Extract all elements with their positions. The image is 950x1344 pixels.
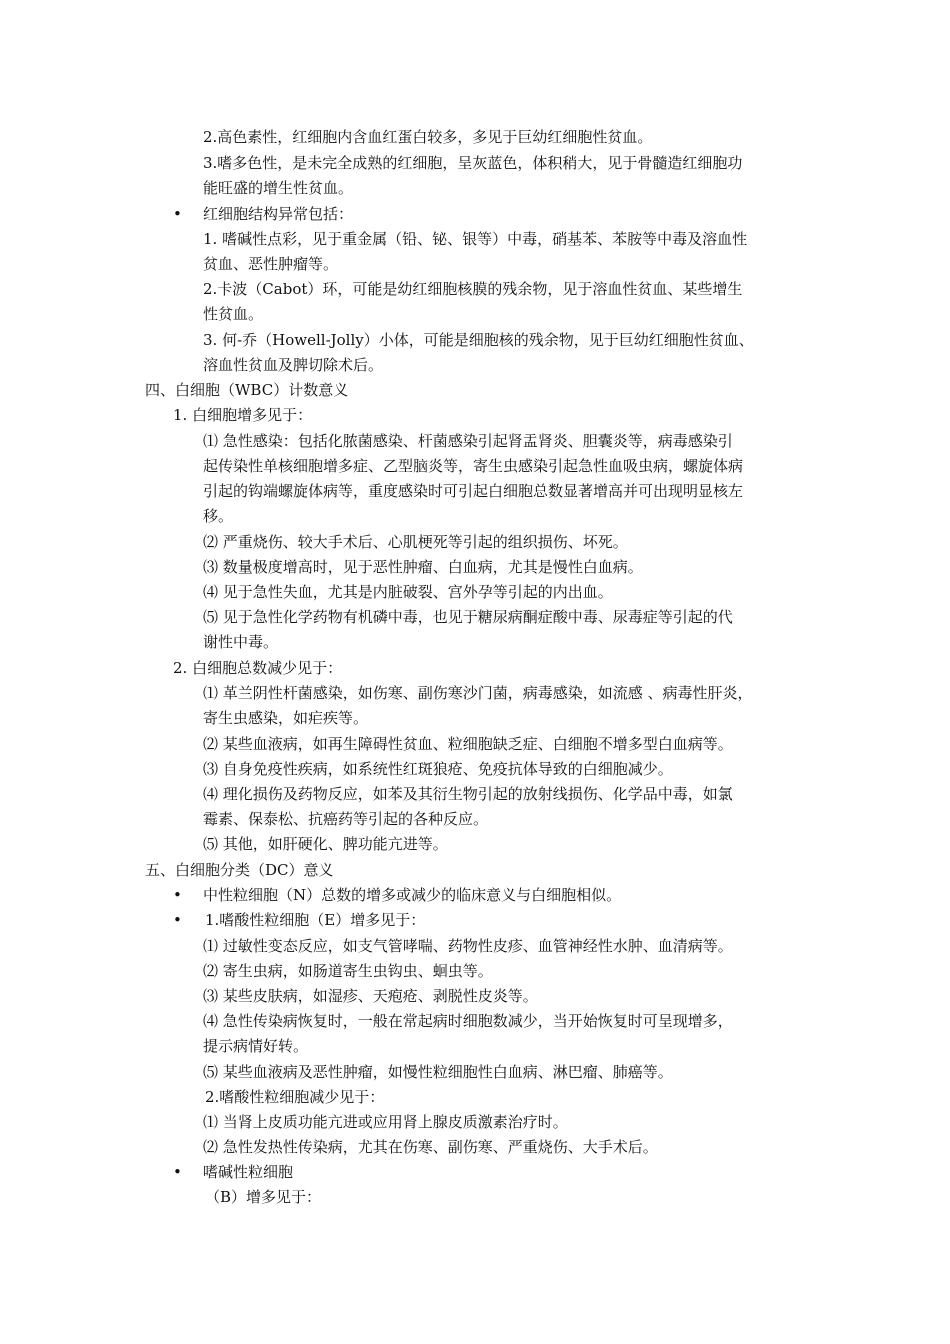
section-heading: 五、白细胞分类（DC）意义 [145, 861, 334, 879]
list-item: 1.嗜酸性粒细胞（E）增多见于： [205, 911, 426, 929]
text-line: ⑴ 急性感染：包括化脓菌感染、杆菌感染引起肾盂肾炎、胆囊炎等，病毒感染引 [203, 432, 733, 450]
bullet-icon: • [173, 911, 182, 929]
text-line: 3.嗜多色性，是未完全成熟的红细胞，呈灰蓝色，体积稍大，见于骨髓造红细胞功 [203, 154, 743, 172]
text-line: ⑷ 理化损伤及药物反应，如苯及其衍生物引起的放射线损伤、化学品中毒，如氯 [203, 785, 733, 803]
bullet-icon: • [173, 886, 182, 904]
text-line: ⑵ 寄生虫病，如肠道寄生虫钩虫、蛔虫等。 [203, 962, 493, 980]
text-line: ⑸ 某些血液病及恶性肿瘤，如慢性粒细胞性白血病、淋巴瘤、肺癌等。 [203, 1063, 673, 1081]
text-line: ⑴ 当肾上皮质功能亢进或应用肾上腺皮质激素治疗时。 [203, 1113, 568, 1131]
text-line: ⑸ 见于急性化学药物有机磷中毒，也见于糖尿病酮症酸中毒、尿毒症等引起的代 [203, 608, 733, 626]
text-line: ⑶ 数量极度增高时，见于恶性肿瘤、白血病，尤其是慢性白血病。 [203, 558, 643, 576]
text-line: 1. 嗜碱性点彩，见于重金属（铅、铋、银等）中毒，硝基苯、苯胺等中毒及溶血性 [203, 230, 748, 248]
text-line: 性贫血。 [203, 305, 264, 323]
list-item: 中性粒细胞（N）总数的增多或减少的临床意义与白细胞相似。 [203, 886, 622, 904]
bullet-icon: • [173, 205, 182, 223]
text-line: ⑵ 急性发热性传染病，尤其在伤寒、副伤寒、严重烧伤、大手术后。 [203, 1138, 658, 1156]
subsection-heading: 1. 白细胞增多见于： [173, 406, 313, 424]
text-line: ⑶ 自身免疫性疾病，如系统性红斑狼疮、免疫抗体导致的白细胞减少。 [203, 760, 673, 778]
text-line: 霉素、保泰松、抗癌药等引起的各种反应。 [203, 810, 489, 828]
text-line: ⑵ 严重烧伤、较大手术后、心肌梗死等引起的组织损伤、坏死。 [203, 533, 628, 551]
list-item: 红细胞结构异常包括： [203, 205, 354, 223]
text-line: ⑵ 某些血液病，如再生障碍性贫血、粒细胞缺乏症、白细胞不增多型白血病等。 [203, 735, 733, 753]
text-line: ⑴ 革兰阴性杆菌感染，如伤寒、副伤寒沙门菌，病毒感染，如流感 、病毒性肝炎， [203, 684, 753, 702]
text-line: 3. 何-乔（Howell-Jolly）小体，可能是细胞核的残余物，见于巨幼红细胞性贫血、 [203, 331, 754, 349]
subsection-heading: 2.嗜酸性粒细胞减少见于： [205, 1088, 385, 1106]
text-line: 能旺盛的增生性贫血。 [203, 179, 354, 197]
text-line: 引起的钩端螺旋体病等，重度感染时可引起白细胞总数显著增高并可出现明显核左 [203, 482, 744, 500]
text-line: 2.高色素性，红细胞内含血红蛋白较多，多见于巨幼红细胞性贫血。 [203, 128, 653, 146]
section-heading: 四、白细胞（WBC）计数意义 [145, 381, 349, 399]
text-line: ⑷ 见于急性失血，尤其是内脏破裂、宫外孕等引起的内出血。 [203, 583, 613, 601]
text-line: 2.卡波（Cabot）环，可能是幼红细胞核膜的残余物，见于溶血性贫血、某些增生 [203, 280, 743, 298]
text-line: ⑴ 过敏性变态反应，如支气管哮喘、药物性皮疹、血管神经性水肿、血清病等。 [203, 937, 733, 955]
subsection-heading: 2. 白细胞总数减少见于： [173, 659, 343, 677]
text-line: ⑶ 某些皮肤病，如湿疹、天疱疮、剥脱性皮炎等。 [203, 987, 538, 1005]
text-line: 起传染性单核细胞增多症、乙型脑炎等，寄生虫感染引起急性血吸虫病，螺旋体病 [203, 457, 744, 475]
text-line: （B）增多见于： [205, 1188, 322, 1206]
text-line: 谢性中毒。 [203, 633, 279, 651]
text-line: ⑸ 其他，如肝硬化、脾功能亢进等。 [203, 835, 448, 853]
list-item: 嗜碱性粒细胞 [203, 1163, 294, 1181]
text-line: 贫血、恶性肿瘤等。 [203, 255, 339, 273]
bullet-icon: • [173, 1163, 182, 1181]
text-line: 移。 [203, 507, 234, 525]
text-line: 提示病情好转。 [203, 1037, 309, 1055]
text-line: ⑷ 急性传染病恢复时，一般在常起病时细胞数减少，当开始恢复时可呈现增多， [203, 1012, 733, 1030]
text-line: 溶血性贫血及脾切除术后。 [203, 356, 384, 374]
text-line: 寄生虫感染，如疟疾等。 [203, 709, 369, 727]
